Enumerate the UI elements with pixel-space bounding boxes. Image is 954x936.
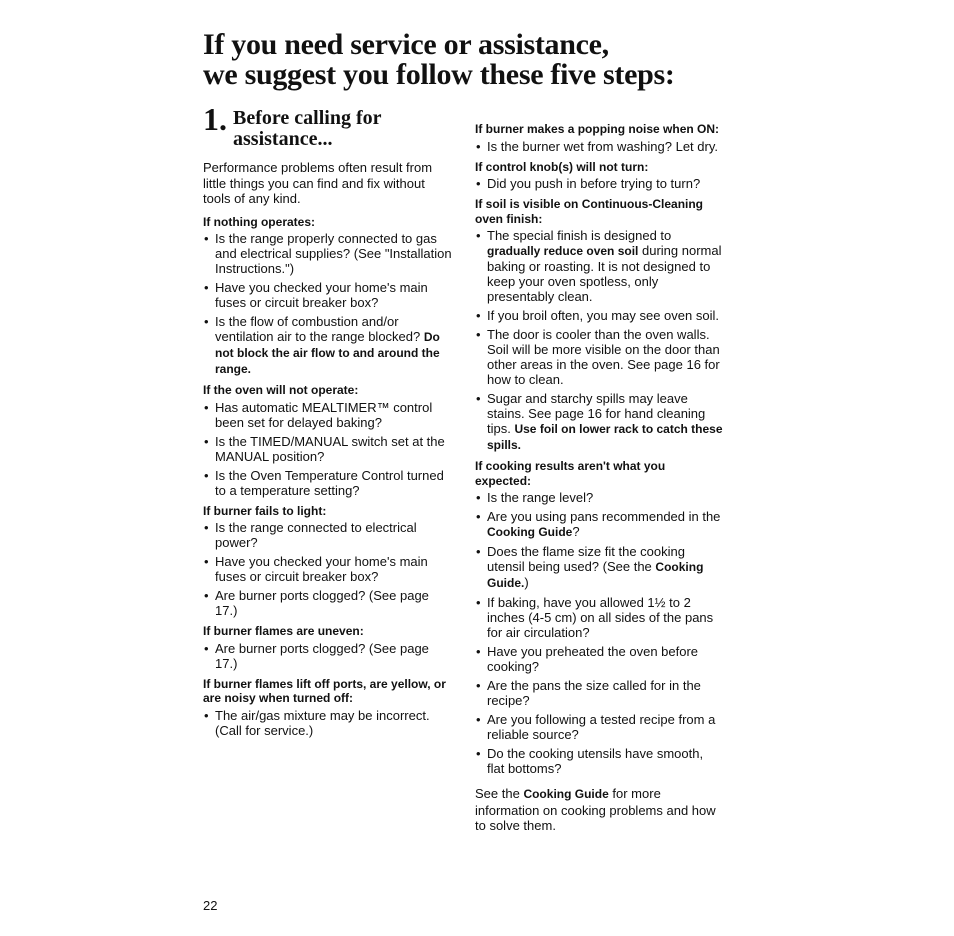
item-text: Is the burner wet from washing? Let dry. (487, 138, 718, 154)
item-text: If baking, have you allowed 1½ to 2 inches (4-5 cm) on all sides of the pans for air circulation? (487, 595, 714, 640)
list-item (475, 139, 723, 154)
step-title-line-2: assistance... (233, 128, 333, 150)
bullet-list (203, 708, 453, 738)
section-heading: If the oven will not operate: (203, 383, 359, 397)
list-item (203, 280, 453, 310)
item-text: Does the flame size fit the cooking utensil being used? (See the (487, 544, 685, 574)
section-heading: If control knob(s) will not turn: (475, 159, 649, 174)
step-heading (203, 101, 453, 150)
item-text: ) (524, 575, 529, 590)
item-text: Are burner ports clogged? (See page 17.) (215, 588, 429, 618)
item-text: Do the cooking utensils have smooth, flat bottoms? (487, 746, 704, 776)
list-item (203, 520, 453, 550)
list-item (475, 595, 723, 640)
item-text: ? (572, 524, 580, 539)
section-heading: If soil is visible on Continuous-Cleaning oven finish: (475, 197, 704, 226)
item-text: Have you checked your home's main fuses or circuit breaker box? (215, 554, 428, 584)
step-number: 1. (203, 101, 227, 137)
title-line-2: we suggest you follow these five steps: (203, 58, 675, 91)
list-item (203, 588, 453, 618)
list-item (475, 644, 723, 674)
section-heading: If burner flames are uneven: (203, 624, 364, 638)
section-heading: If cooking results aren't what you expected: (475, 459, 666, 488)
section-heading: If burner fails to light: (203, 503, 327, 518)
step-title (233, 108, 381, 150)
list-item (475, 308, 723, 323)
page-title (203, 30, 903, 90)
emphasis-text: Cooking Guide. (487, 560, 704, 590)
outro-text: See the (475, 786, 524, 801)
list-item (203, 400, 453, 430)
list-item (475, 327, 723, 387)
right-sections (475, 122, 723, 776)
bullet-list (475, 490, 723, 776)
list-item (475, 678, 723, 708)
emphasis-text: Do not block the air flow to and around the range. (215, 330, 440, 376)
emphasis-text: Use foil on lower rack to catch these spills. (487, 422, 723, 452)
list-item (475, 509, 723, 540)
right-column (475, 116, 723, 834)
list-item (203, 641, 453, 671)
list-item (203, 468, 453, 498)
list-item (203, 314, 453, 377)
section-heading: If burner makes a popping noise when ON: (475, 122, 720, 136)
bullet-list (203, 641, 453, 671)
list-item (203, 434, 453, 464)
list-item (203, 708, 453, 738)
list-item (475, 391, 723, 453)
item-text: Sugar and starchy spills may leave stains. See page 16 for hand cleaning tips. (487, 391, 706, 436)
item-text: Are you using pans recommended in the (487, 509, 721, 524)
item-text: Are you following a tested recipe from a reliable source? (487, 712, 716, 742)
step-title-line-1: Before calling for (233, 107, 382, 129)
bullet-list (475, 139, 723, 154)
item-text: Is the Oven Temperature Control turned to a temperature setting? (215, 467, 444, 498)
item-text: Are burner ports clogged? (See page 17.) (215, 640, 429, 671)
page-number: 22 (203, 898, 218, 913)
item-text: during normal baking or roasting. It is not designed to keep your oven spotless, only presentably clean. (487, 243, 722, 304)
list-item (475, 544, 723, 591)
item-text: Are the pans the size called for in the recipe? (487, 678, 701, 708)
emphasis-text: gradually reduce oven soil (487, 244, 639, 258)
bullet-list (475, 176, 723, 191)
outro-paragraph (475, 786, 723, 834)
item-text: Have you preheated the oven before cooking? (487, 644, 699, 674)
left-column (203, 101, 453, 742)
title-line-1: If you need service or assistance, (203, 28, 609, 61)
bullet-list (203, 520, 453, 618)
item-text: Have you checked your home's main fuses or circuit breaker box? (215, 280, 428, 310)
bullet-list (203, 231, 453, 377)
section-heading: If burner flames lift off ports, are yellow, or are noisy when turned off: (203, 676, 446, 705)
emphasis-text: Cooking Guide (523, 787, 609, 801)
emphasis-text: Cooking Guide (487, 525, 573, 539)
item-text: Is the range level? (487, 490, 594, 505)
list-item (203, 231, 453, 276)
outro-text: for more information on cooking problems and how to solve them. (475, 786, 716, 833)
list-item (475, 228, 723, 304)
item-text: Is the flow of combustion and/or ventilation air to the range blocked? (215, 314, 424, 344)
section-heading: If nothing operates: (203, 214, 315, 229)
list-item (475, 490, 723, 505)
list-item (475, 746, 723, 776)
item-text: Has automatic MEALTIMER™ control been set for delayed baking? (215, 399, 433, 430)
item-text: The door is cooler than the oven walls. Soil will be more visible on the door than other areas in the oven. See page 16 for how to clean. (487, 327, 720, 387)
intro-paragraph: Performance problems often result from little things you can find and fix without tools of any kind. (203, 160, 433, 206)
item-text: If you broil often, you may see oven soil. (487, 308, 719, 323)
bullet-list (203, 400, 453, 498)
item-text: Is the range properly connected to gas and electrical supplies? (See "Installation Instructions.") (215, 231, 452, 276)
bullet-list (475, 228, 723, 453)
list-item (475, 712, 723, 742)
left-sections (203, 215, 453, 738)
item-text: Is the range connected to electrical power? (215, 520, 417, 550)
item-text: Did you push in before trying to turn? (487, 176, 701, 191)
item-text: The special finish is designed to (487, 228, 672, 243)
item-text: The air/gas mixture may be incorrect. (Call for service.) (215, 707, 430, 738)
list-item (475, 176, 723, 191)
list-item (203, 554, 453, 584)
item-text: Is the TIMED/MANUAL switch set at the MANUAL position? (215, 433, 445, 464)
